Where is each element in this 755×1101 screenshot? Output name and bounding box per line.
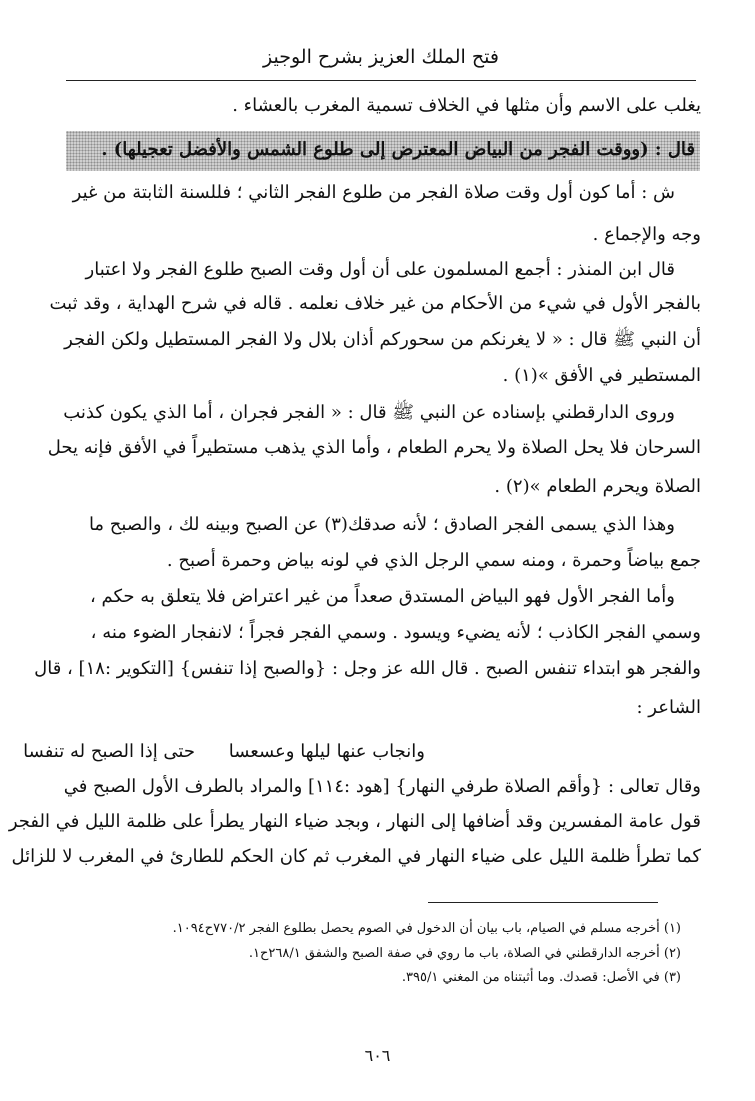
text-line: والفجر هو ابتداء تنفس الصبح . قال الله عز وجل : {والصبح إذا تنفس} [التكوير :١٨] ، قال <box>34 658 701 679</box>
text-line: السرحان فلا يحل الصلاة ولا يحرم الطعام ، وأما الذي يذهب مستطيراً في الأفق فإنه يحل <box>47 437 701 458</box>
text-line: وأما الفجر الأول فهو البياض المستدق صعداً من غير اعتراض فلا يتعلق به حكم ، <box>89 586 675 607</box>
verse-second-hemistich: حتى إذا الصبح له تنفسا <box>23 741 195 762</box>
footnote-separator <box>428 902 658 903</box>
text-line: قول عامة المفسرين وقد أضافها إلى النهار ، وبجد ضياء النهار يطرأ على ظلمة الليل في الفجر <box>8 811 701 832</box>
text-line: وهذا الذي يسمى الفجر الصادق ؛ لأنه صدقك(٣) عن الصبح وبينه لك ، والصبح ما <box>88 514 675 535</box>
text-line: وسمي الفجر الكاذب ؛ لأنه يضيء ويسود . وسمي الفجر فجراً ؛ لانفجار الضوء منه ، <box>90 622 701 643</box>
text-line: ش : أما كون أول وقت صلاة الفجر من طلوع الفجر الثاني ؛ فللسنة الثابتة من غير <box>72 182 675 203</box>
text-line: وجه والإجماع . <box>592 224 701 245</box>
text-line: جمع بياضاً وحمرة ، ومنه سمي الرجل الذي في لونه بياض وحمرة أصبح . <box>166 550 701 571</box>
running-header-title: فتح الملك العزيز بشرح الوجيز <box>263 46 499 68</box>
header-rule <box>66 80 696 81</box>
text-line: بالفجر الأول في شيء من الأحكام من غير خلاف نعلمه . قاله في شرح الهداية ، وقد ثبت <box>49 293 701 314</box>
text-line: كما تطرأ ظلمة الليل على ضياء النهار في المغرب ثم كان الحكم للطارئ في المغرب لا للزائل <box>11 846 701 867</box>
text-line: المستطير في الأفق »(١) . <box>502 365 701 386</box>
text-line: قال ابن المنذر : أجمع المسلمون على أن أول وقت الصبح طلوع الفجر ولا اعتبار <box>85 259 675 280</box>
page-number: ٦٠٦ <box>364 1046 391 1065</box>
footnote: (١) أخرجه مسلم في الصيام، باب بيان أن الدخول في الصوم يحصل بطلوع الفجر ٧٧٠/٢ح١٠٩٤. <box>172 921 681 936</box>
footnote: (٢) أخرجه الدارقطني في الصلاة، باب ما روي في صفة الصبح والشفق ٢٦٨/١ح١. <box>248 946 681 961</box>
text-line: الشاعر : <box>636 697 701 718</box>
text-line: يغلب على الاسم وأن مثلها في الخلاف تسمية المغرب بالعشاء . <box>232 95 701 116</box>
footnote: (٣) في الأصل: قصدك. وما أثبتناه من المغني ٣٩٥/١. <box>401 970 681 985</box>
highlighted-heading: قال : (ووقت الفجر من البياض المعترض إلى طلوع الشمس والأفضل تعجيلها) . <box>101 139 695 160</box>
text-line: أن النبي ﷺ قال : « لا يغرنكم من سحوركم أذان بلال ولا الفجر المستطيل ولكن الفجر <box>64 329 701 350</box>
text-line: وقال تعالى : {وأقم الصلاة طرفي النهار} [هود :١١٤] والمراد بالطرف الأول الصبح في <box>63 776 701 797</box>
text-line: الصلاة ويحرم الطعام »(٢) . <box>494 476 701 497</box>
verse-first-hemistich: وانجاب عنها ليلها وعسعسا <box>228 741 425 762</box>
text-line: وروى الدارقطني بإسناده عن النبي ﷺ قال : « الفجر فجران ، أما الذي يكون كذنب <box>63 402 675 423</box>
